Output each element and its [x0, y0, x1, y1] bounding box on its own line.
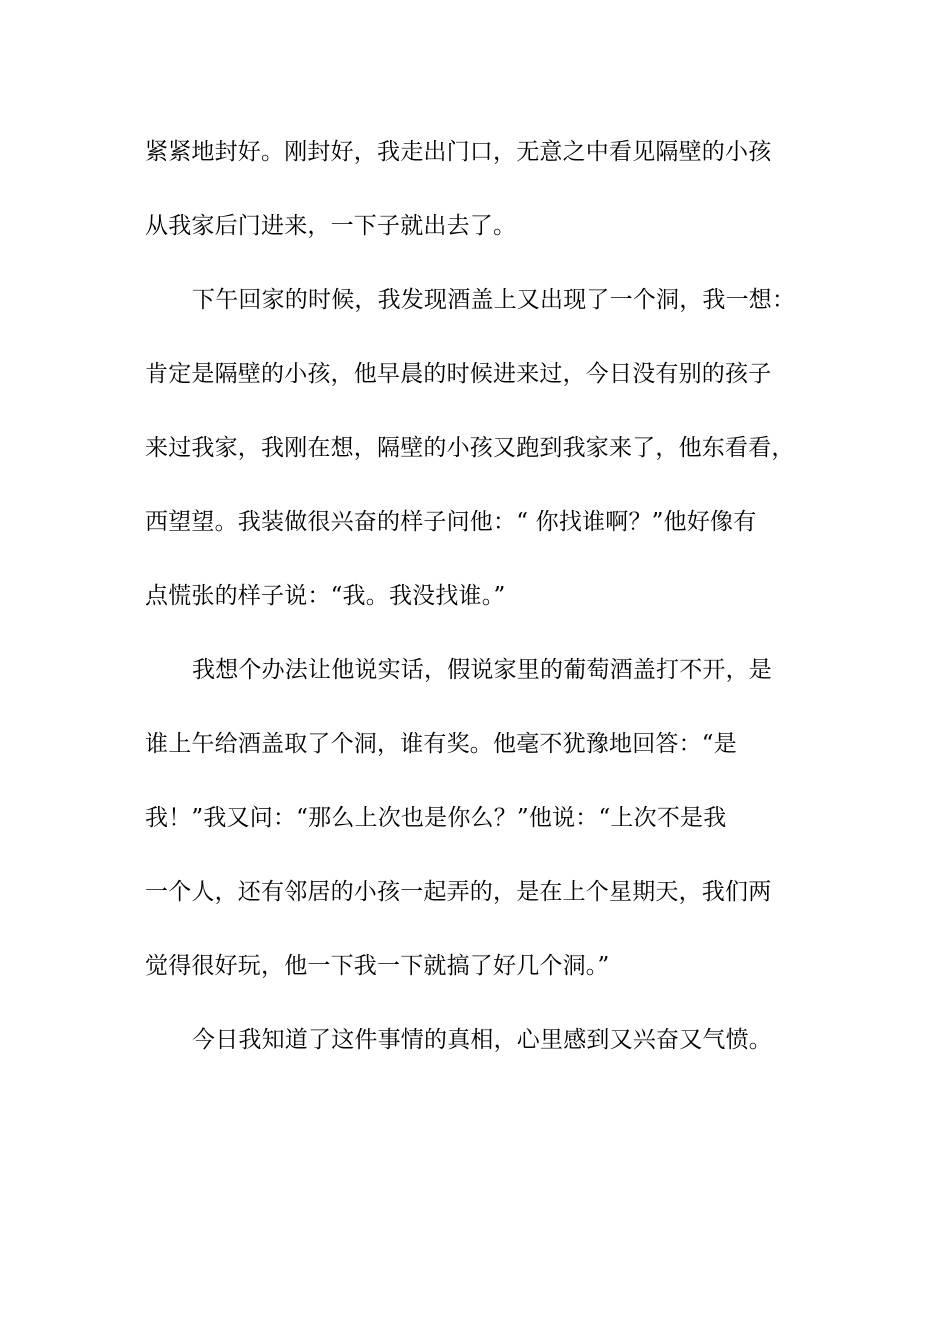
text-line-8: 我想个办法让他说实话，假说家里的葡萄酒盖打不开，是	[192, 657, 772, 683]
document-body	[145, 130, 825, 1092]
text-line-3: 下午回家的时候，我发现酒盖上又出现了一个洞，我一想：	[192, 287, 796, 313]
text-line-12: 觉得很好玩，他一下我一下就搞了好几个洞。”	[145, 953, 610, 979]
text-line-1: 紧紧地封好。刚封好，我走出门口，无意之中看见隔壁的小孩	[145, 139, 772, 165]
text-line-11: 一个人，还有邻居的小孩一起弄的，是在上个星期天，我们两	[145, 879, 772, 905]
text-line-6: 西望望。我装做很兴奋的样子问他：“ 你找谁啊？”他好像有	[145, 509, 757, 535]
text-line-2: 从我家后门进来，一下子就出去了。	[145, 213, 517, 239]
text-line-13: 今日我知道了这件事情的真相，心里感到又兴奋又气愤。	[192, 1027, 772, 1053]
text-line-5: 来过我家，我刚在想，隔壁的小孩又跑到我家来了，他东看看，	[145, 435, 795, 461]
text-line-10: 我！”我又问：“那么上次也是你么？”他说：“上次不是我	[145, 805, 727, 831]
text-line-4: 肯定是隔壁的小孩，他早晨的时候进来过，今日没有别的孩子	[145, 361, 772, 387]
text-line-9: 谁上午给酒盖取了个洞，谁有奖。他毫不犹豫地回答：“是	[145, 731, 737, 757]
text-line-7: 点慌张的样子说：“我。我没找谁。”	[145, 583, 506, 609]
